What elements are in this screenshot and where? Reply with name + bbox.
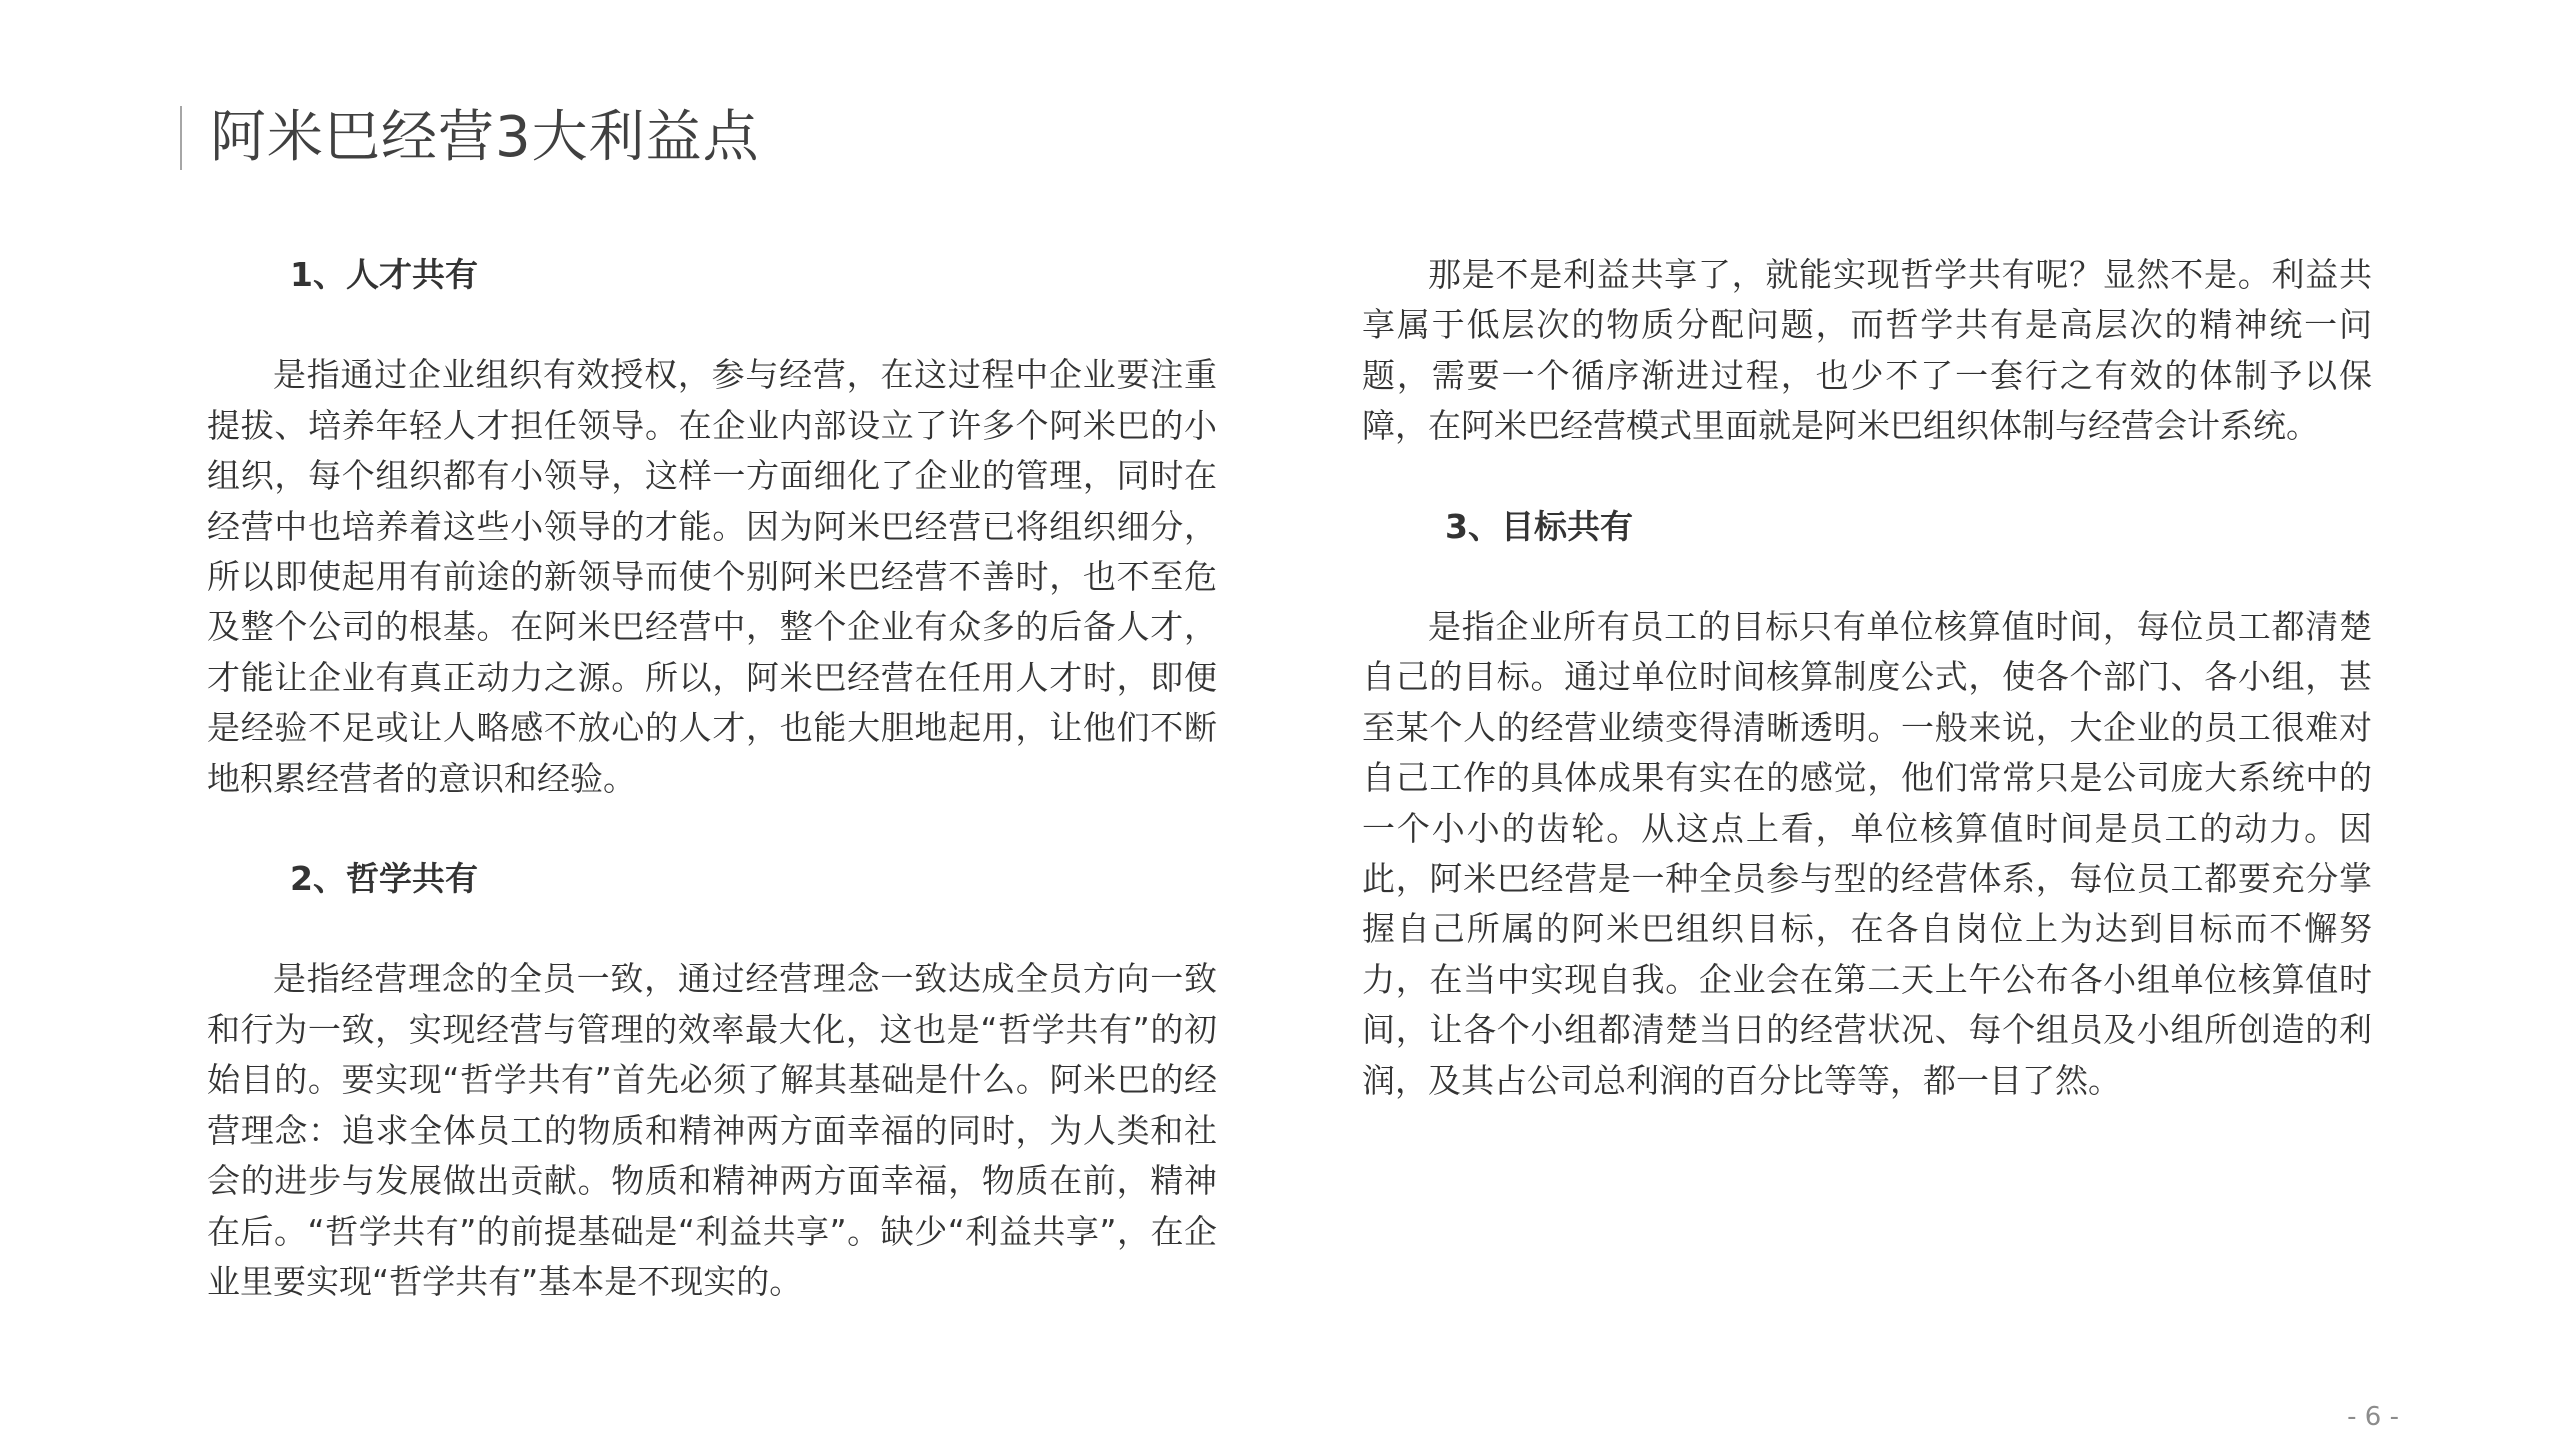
section-paragraph-goal: 是指企业所有员工的目标只有单位核算值时间，每位员工都清楚自己的目标。通过单位时间核算制度公式，使各个部门、各小组，甚至某个人的经营业绩变得清晰透明。一般来说，大企业的员工很难对自己工作的具体成果有实在的感觉，他们常常只是公司庞大系统中的一个小小的齿轮。从这点上看，单位核算值时间是员工的动力。因此，阿米巴经营是一种全员参与型的经营体系，每位员工都要充分掌握自己所属的阿米巴组织目标，在各自岗位上为达到目标而不懈努力，在当中实现自我。企业会在第二天上午公布各小组单位核算值时间，让各个小组都清楚当日的经营状况、每个组员及小组所创造的利润，及其占公司总利润的百分比等等，都一目了然。 [1362, 607, 2372, 1100]
right-column [1362, 250, 2372, 1156]
section-paragraph-talent: 是指通过企业组织有效授权，参与经营，在这过程中企业要注重提拔、培养年轻人才担任领导。在企业内部设立了许多个阿米巴的小组织，每个组织都有小领导，这样一方面细化了企业的管理，同时在经营中也培养着这些小领导的才能。因为阿米巴经营已将组织细分，所以即使起用有前途的新领导而使个别阿米巴经营不善时，也不至危及整个公司的根基。在阿米巴经营中，整个企业有众多的后备人才，才能让企业有真正动力之源。所以，阿米巴经营在任用人才时，即便是经验不足或让人略感不放心的人才，也能大胆地起用，让他们不断地积累经营者的意识和经验。 [207, 355, 1217, 798]
intro-paragraph: 那是不是利益共享了，就能实现哲学共有呢？显然不是。利益共享属于低层次的物质分配问题，而哲学共有是高层次的精神统一问题，需要一个循序渐进过程，也少不了一套行之有效的体制予以保障，在阿米巴经营模式里面就是阿米巴组织体制与经营会计系统。 [1362, 255, 2372, 446]
title-bar [180, 106, 760, 170]
page-title: 阿米巴经营3大利益点 [210, 105, 760, 170]
section-heading-goal: 3、目标共有 [1445, 506, 1633, 546]
section-heading-philosophy: 2、哲学共有 [290, 859, 478, 899]
section-heading-talent: 1、人才共有 [290, 255, 478, 294]
section-paragraph-philosophy: 是指经营理念的全员一致，通过经营理念一致达成全员方向一致和行为一致，实现经营与管理的效率最大化，这也是“哲学共有”的初始目的。要实现“哲学共有”首先必须了解其基础是什么。阿米巴的经营理念：追求全体员工的物质和精神两方面幸福的同时，为人类和社会的进步与发展做出贡献。物质和精神两方面幸福，物质在前，精神在后。“哲学共有”的前提基础是“利益共享”。缺少“利益共享”，在企业里要实现“哲学共有”基本是不现实的。 [207, 959, 1217, 1301]
left-column [207, 250, 1217, 1357]
page-number: - 6 - [2347, 1402, 2399, 1432]
